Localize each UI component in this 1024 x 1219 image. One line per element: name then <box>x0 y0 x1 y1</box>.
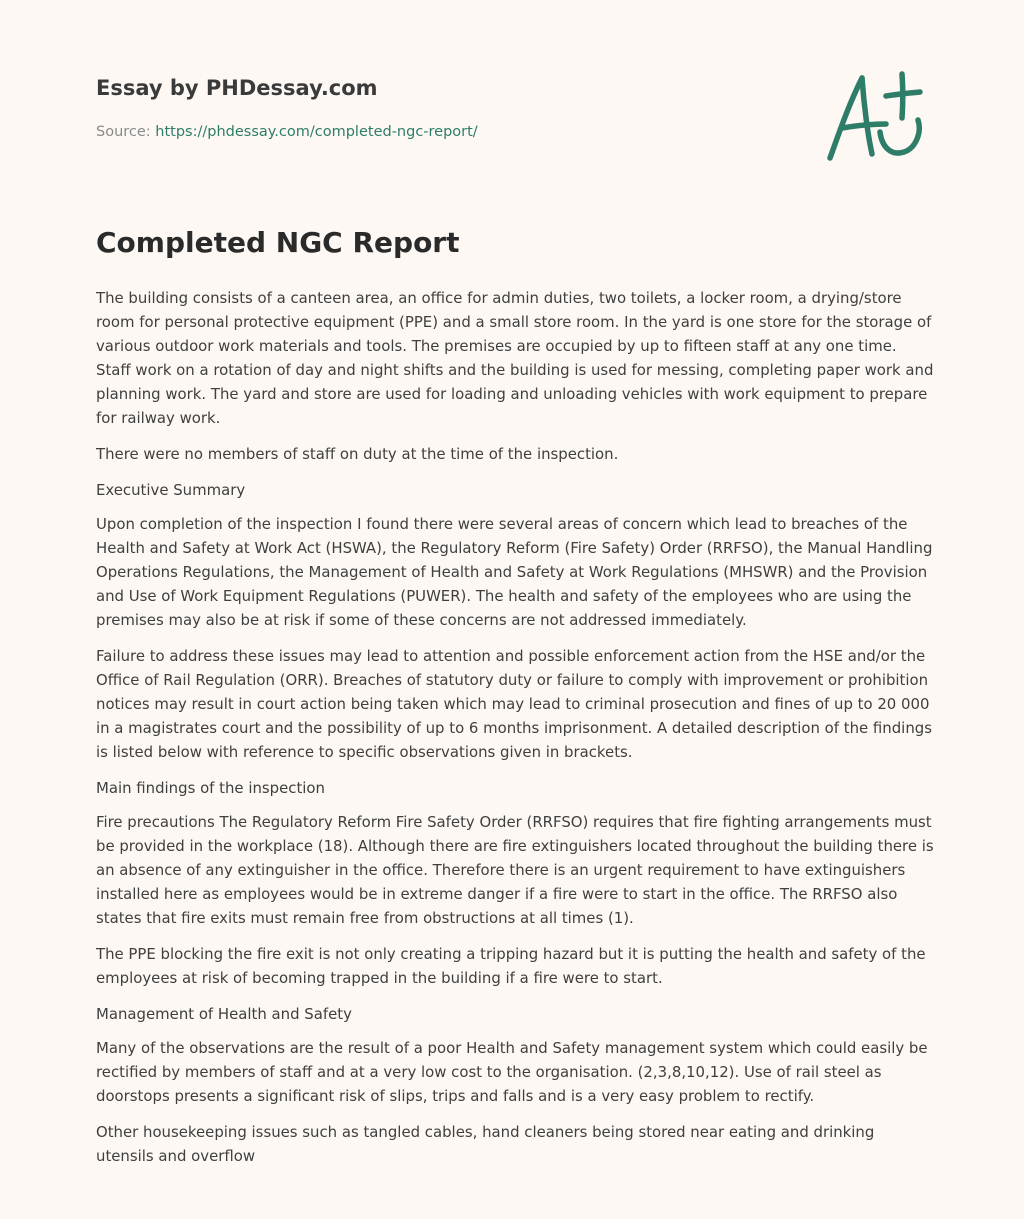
heading-executive-summary: Executive Summary <box>96 481 246 499</box>
site-title: Essay by PHDessay.com <box>96 76 378 100</box>
paragraph-intro: The building consists of a canteen area, an office for admin duties, two toilets, a locker room, a drying/store room for personal protective equipment (PPE) and a small store room. In the yard is one store for the storage of various outdoor work materials and tools. The premises are occupied by up to fifteen staff at any one time. Staff work on a rotation of day and night shifts and the building is used for messing, completing paper work and planning work. The yard and store are used for loading and unloading vehicles with work equipment to prepare for railway work. <box>96 289 934 427</box>
heading-main-findings: Main findings of the inspection <box>96 779 325 797</box>
article-title: Completed NGC Report <box>96 226 460 259</box>
paragraph-summary: Upon completion of the inspection I found there were several areas of concern which lead to breaches of the Health and Safety at Work Act (HSWA), the Regulatory Reform (Fire Safety) Order (RRFSO), the Manual Handling Operations Regulations, the Management of Health and Safety at Work Regulations (MHSWR) and the Provision and Use of Work Equipment Regulations (PUWER). The health and safety of the employees who are using the premises may also be at risk if some of these concerns are not addressed immediately. <box>96 515 933 629</box>
a-plus-grade-icon <box>820 66 930 166</box>
paragraph-management: Many of the observations are the result of a poor Health and Safety management system which could easily be rectified by members of staff and at a very low cost to the organisation. (2,3,8,10,12). Use of rail steel as doorstops presents a significant risk of slips, trips and falls and is a very easy problem to rectify. <box>96 1039 928 1105</box>
paragraph-fire-precautions: Fire precautions The Regulatory Reform Fire Safety Order (RRFSO) requires that fire fighting arrangements must be provided in the workplace (18). Although there are fire extinguishers located throughout the building there is an absence of any extinguisher in the office. Therefore there is an urgent requirement to have extinguishers installed here as employees would be in extreme danger if a fire were to start in the office. The RRFSO also states that fire exits must remain free from obstructions at all times (1). <box>96 813 934 927</box>
article-body <box>96 286 936 1180</box>
paragraph-ppe: The PPE blocking the fire exit is not only creating a tripping hazard but it is putting the health and safety of the employees at risk of becoming trapped in the building if a fire were to start. <box>96 945 926 987</box>
paragraph-housekeeping: Other housekeeping issues such as tangled cables, hand cleaners being stored near eating and drinking utensils and overflow <box>96 1123 875 1165</box>
source-link[interactable]: https://phdessay.com/completed-ngc-report/ <box>155 124 478 140</box>
heading-management: Management of Health and Safety <box>96 1005 352 1023</box>
paragraph-failure: Failure to address these issues may lead to attention and possible enforcement action from the HSE and/or the Office of Rail Regulation (ORR). Breaches of statutory duty or failure to comply with improvement or prohibition notices may result in court action being taken which may lead to criminal prosecution and fines of up to 20 000 in a magistrates court and the possibility of up to 6 months imprisonment. A detailed description of the findings is listed below with reference to specific observations given in brackets. <box>96 647 932 761</box>
paragraph-no-staff: There were no members of staff on duty at the time of the inspection. <box>96 445 619 463</box>
source-label: Source: <box>96 124 151 140</box>
source-line <box>96 124 478 140</box>
